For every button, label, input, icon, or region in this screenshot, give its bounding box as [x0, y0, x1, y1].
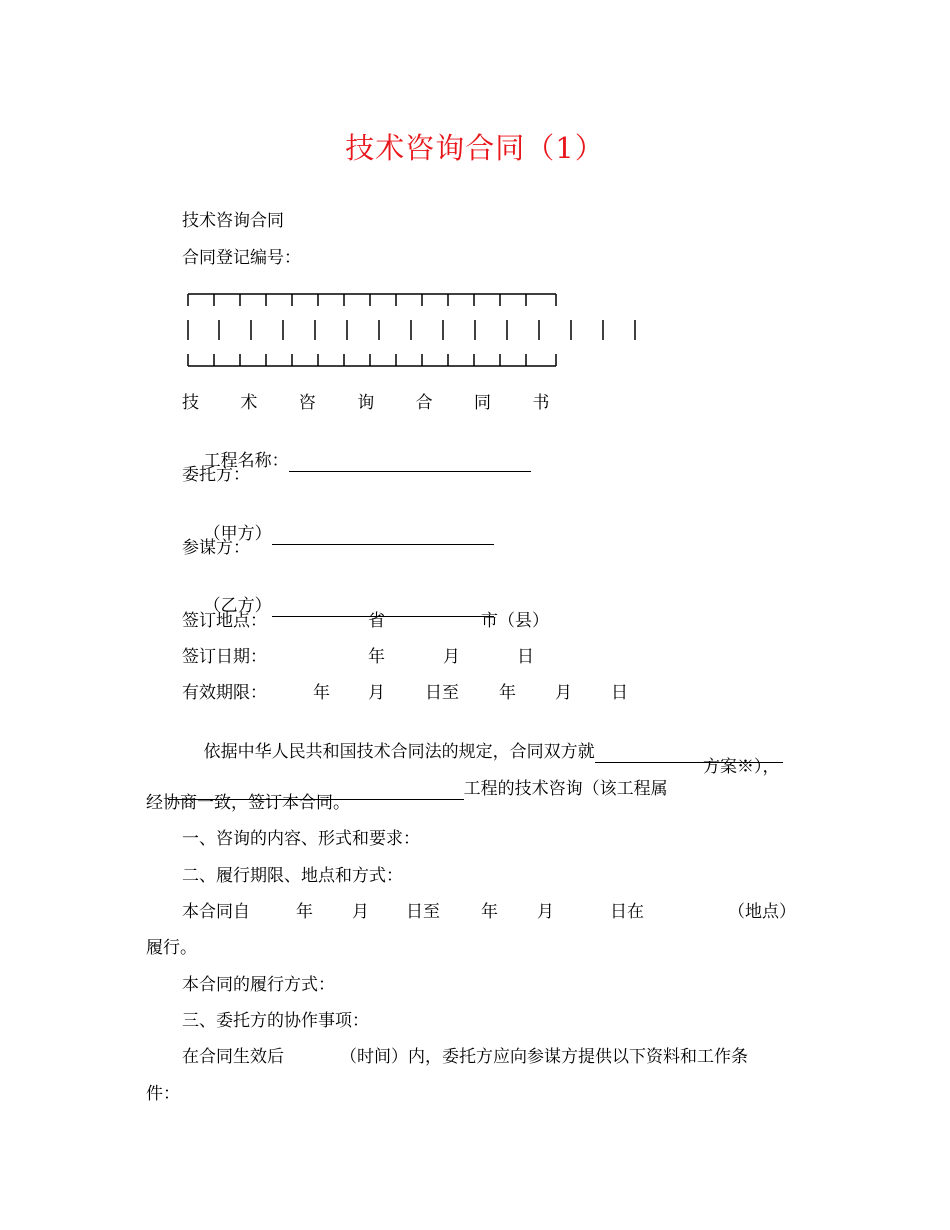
registration-grid-lines [186, 290, 646, 370]
paragraph-basis-plan: 方案※）， [703, 757, 780, 777]
section-3-heading: 三、委托方的协作事项： [182, 1011, 369, 1031]
client-label: 委托方： [182, 465, 250, 485]
party-a-label: （甲方） [203, 524, 272, 544]
validity-year-start: 年 [313, 683, 330, 703]
registration-grid-bottom-text [186, 290, 187, 291]
contract-book-title: 技 术 咨 询 合 同 书 [182, 393, 568, 413]
sign-date-label: 签订日期： [182, 647, 267, 667]
sign-place-city: 市（县） [481, 611, 549, 631]
section-2-heading: 二、履行期限、地点和方式： [182, 866, 403, 886]
term-place: （地点） [728, 902, 796, 922]
term-year-start: 年 [296, 902, 313, 922]
term-month-end: 月 [537, 902, 554, 922]
sign-place-province: 省 [368, 611, 385, 631]
term-line2: 履行。 [146, 938, 197, 958]
project-name-blank[interactable] [289, 453, 531, 472]
sign-date-month: 月 [443, 647, 460, 667]
registration-number-label: 合同登记编号： [182, 248, 301, 268]
term-start: 本合同自 [182, 902, 250, 922]
party-a-blank[interactable] [272, 526, 494, 545]
validity-month-start: 月 [368, 683, 385, 703]
sign-place-label: 签订地点： [182, 611, 267, 631]
project-name-label: 工程名称： [203, 451, 289, 471]
paragraph-basis-project-text: 工程的技术咨询（该工程属 [463, 779, 668, 799]
paragraph-basis-text: 依据中华人民共和国技术合同法的规定，合同双方就 [203, 742, 595, 762]
term-month-start: 月 [352, 902, 369, 922]
validity-year-end: 年 [499, 683, 516, 703]
validity-month-end: 月 [555, 683, 572, 703]
term-day-to: 日至 [406, 902, 440, 922]
validity-label: 有效期限： [182, 683, 267, 703]
consultant-label: 参谋方： [182, 538, 250, 558]
contract-heading: 技术咨询合同 [182, 211, 284, 231]
document-title: 技术咨询合同（1） [345, 131, 605, 165]
cooperation-line1-start: 在合同生效后 [182, 1047, 284, 1067]
cooperation-line1-rest: （时间）内，委托方应向参谋方提供以下资料和工作条 [340, 1047, 748, 1067]
cooperation-line2: 件： [146, 1084, 180, 1104]
party-b-label: （乙方） [203, 596, 272, 616]
section-1-heading: 一、咨询的内容、形式和要求： [182, 829, 420, 849]
term-year-end: 年 [481, 902, 498, 922]
registration-number-grid [186, 290, 646, 370]
validity-day-to: 日至 [425, 683, 459, 703]
sign-date-year: 年 [368, 647, 385, 667]
term-day-at: 日在 [610, 902, 644, 922]
method-label: 本合同的履行方式： [182, 975, 335, 995]
sign-date-day: 日 [517, 647, 534, 667]
validity-day-end: 日 [611, 683, 628, 703]
paragraph-basis-line3: 经协商一致，签订本合同。 [146, 793, 350, 813]
